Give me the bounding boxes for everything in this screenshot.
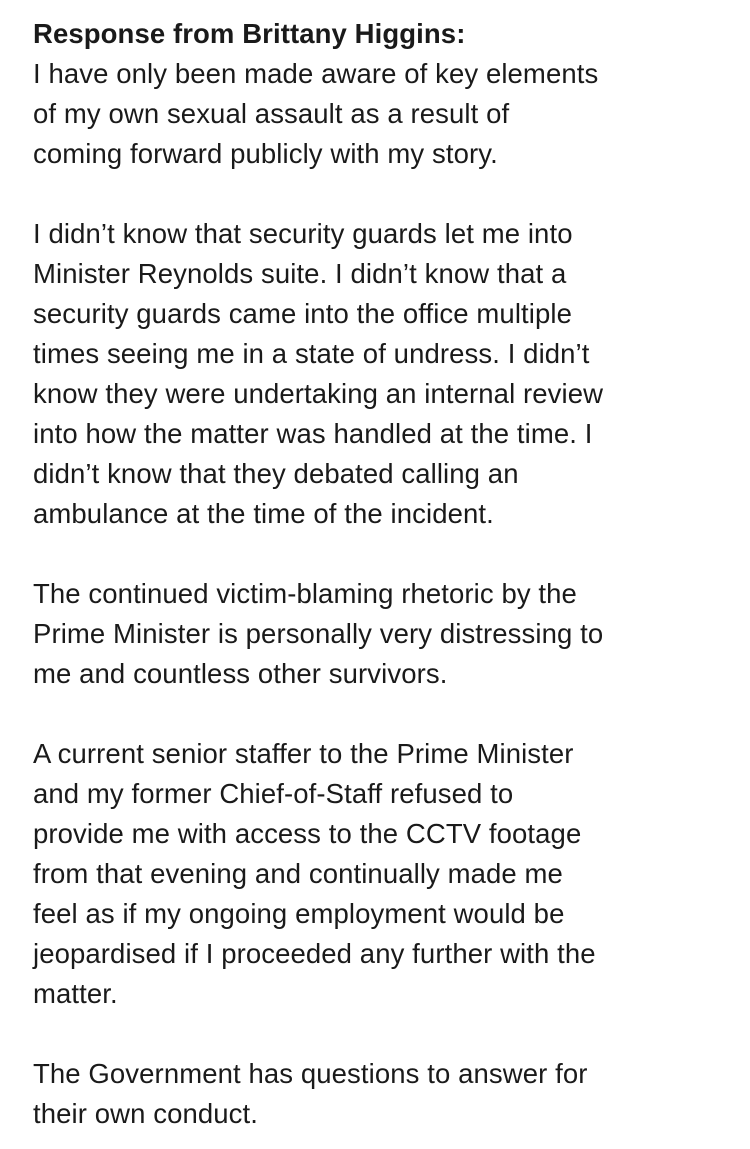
paragraph-line: and my former Chief-of-Staff refused to [33, 778, 514, 809]
paragraph-line: security guards came into the office multiple [33, 298, 572, 329]
paragraph-line: The Government has questions to answer for [33, 1058, 588, 1089]
paragraph-line: from that evening and continually made me [33, 858, 563, 889]
paragraph-line: I didn’t know that security guards let me into [33, 218, 573, 249]
paragraph-line: A current senior staffer to the Prime Minister [33, 738, 574, 769]
paragraph-line: Minister Reynolds suite. I didn’t know that a [33, 258, 567, 289]
paragraph-line: their own conduct. [33, 1098, 258, 1129]
paragraph-line: me and countless other survivors. [33, 658, 448, 689]
paragraph-line: into how the matter was handled at the time. I [33, 418, 593, 449]
paragraph-2 [33, 214, 730, 534]
paragraph-line: feel as if my ongoing employment would be [33, 898, 565, 929]
paragraph-line: know they were undertaking an internal review [33, 378, 604, 409]
paragraph-line: didn’t know that they debated calling an [33, 458, 519, 489]
paragraph-5 [33, 1054, 730, 1134]
paragraph-1 [33, 54, 730, 174]
paragraph-line: jeopardised if I proceeded any further with the [33, 938, 596, 969]
paragraph-line: coming forward publicly with my story. [33, 138, 498, 169]
paragraph-line: Prime Minister is personally very distressing to [33, 618, 604, 649]
paragraph-line: I have only been made aware of key elements [33, 58, 599, 89]
paragraph-3 [33, 574, 730, 694]
statement-heading: Response from Brittany Higgins: [33, 18, 466, 49]
paragraph-line: matter. [33, 978, 118, 1009]
paragraph-line: ambulance at the time of the incident. [33, 498, 494, 529]
paragraph-line: The continued victim-blaming rhetoric by the [33, 578, 577, 609]
paragraph-line: of my own sexual assault as a result of [33, 98, 510, 129]
paragraph-4 [33, 734, 730, 1014]
paragraph-line: provide me with access to the CCTV footage [33, 818, 582, 849]
paragraph-line: times seeing me in a state of undress. I didn’t [33, 338, 590, 369]
